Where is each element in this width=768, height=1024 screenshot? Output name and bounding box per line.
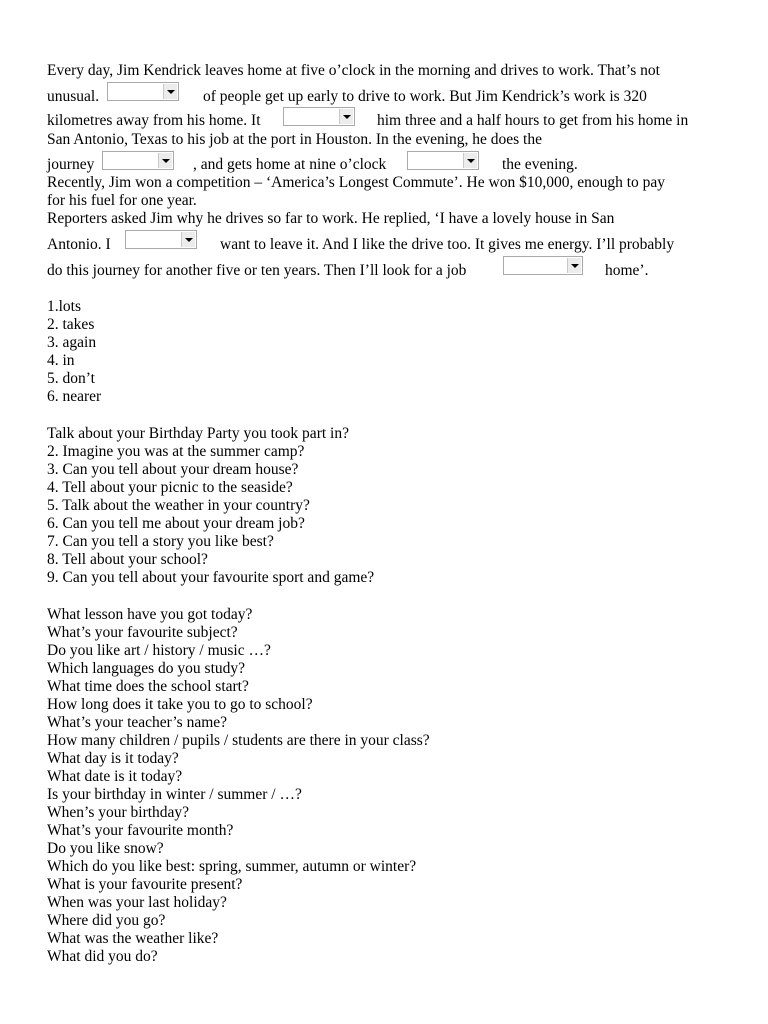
question-item: What day is it today? xyxy=(47,750,179,767)
topic-item: 5. Talk about the weather in your country? xyxy=(47,497,310,514)
topic-item: 4. Tell about your picnic to the seaside? xyxy=(47,479,293,496)
passage-line: want to leave it. And I like the drive too. It gives me energy. I’ll probably xyxy=(220,236,675,253)
question-item: Is your birthday in winter / summer / …? xyxy=(47,786,302,803)
word-bank-item: 1.lots xyxy=(47,298,82,315)
word-bank-item: 3. again xyxy=(47,334,97,351)
passage-line: Antonio. I xyxy=(47,236,111,253)
passage-line: home’. xyxy=(605,262,649,279)
question-item: What is your favourite present? xyxy=(47,876,243,893)
word-bank-item: 5. don’t xyxy=(47,370,95,387)
topic-item: 7. Can you tell a story you like best? xyxy=(47,533,274,550)
topic-item: 2. Imagine you was at the summer camp? xyxy=(47,443,305,460)
answer-dropdown-4[interactable] xyxy=(407,151,479,170)
passage-line: for his fuel for one year. xyxy=(47,192,197,209)
chevron-down-icon[interactable] xyxy=(339,109,353,124)
question-item: What lesson have you got today? xyxy=(47,606,253,623)
passage-line: San Antonio, Texas to his job at the port in Houston. In the evening, he does the xyxy=(47,131,542,148)
question-item: How long does it take you to go to school? xyxy=(47,696,313,713)
question-item: How many children / pupils / students are there in your class? xyxy=(47,732,430,749)
topic-item: 6. Can you tell me about your dream job? xyxy=(47,515,305,532)
topic-item: Talk about your Birthday Party you took part in? xyxy=(47,425,349,442)
question-item: What’s your teacher’s name? xyxy=(47,714,228,731)
question-item: What’s your favourite month? xyxy=(47,822,234,839)
answer-dropdown-3[interactable] xyxy=(102,151,174,170)
passage-line: kilometres away from his home. It xyxy=(47,112,261,129)
answer-dropdown-1[interactable] xyxy=(107,82,179,101)
passage-line: of people get up early to drive to work. But Jim Kendrick’s work is 320 xyxy=(203,88,647,105)
passage-line: unusual. xyxy=(47,88,100,105)
passage-line: him three and a half hours to get from his home in xyxy=(377,112,689,129)
word-bank-item: 2. takes xyxy=(47,316,95,333)
passage-line: Reporters asked Jim why he drives so far to work. He replied, ‘I have a lovely house in San xyxy=(47,210,615,227)
chevron-down-icon[interactable] xyxy=(181,232,195,247)
topic-item: 3. Can you tell about your dream house? xyxy=(47,461,299,478)
question-item: Where did you go? xyxy=(47,912,166,929)
passage-line: Recently, Jim won a competition – ‘America’s Longest Commute’. He won $10,000, enough to pay xyxy=(47,174,666,191)
question-item: What did you do? xyxy=(47,948,158,965)
word-bank-item: 4. in xyxy=(47,352,75,369)
answer-dropdown-6[interactable] xyxy=(503,256,583,275)
question-item: What time does the school start? xyxy=(47,678,249,695)
question-item: What was the weather like? xyxy=(47,930,219,947)
question-item: What’s your favourite subject? xyxy=(47,624,238,641)
question-item: Which languages do you study? xyxy=(47,660,246,677)
question-item: What date is it today? xyxy=(47,768,183,785)
chevron-down-icon[interactable] xyxy=(163,84,177,99)
topic-item: 8. Tell about your school? xyxy=(47,551,208,568)
question-item: Do you like art / history / music …? xyxy=(47,642,271,659)
topic-item: 9. Can you tell about your favourite sport and game? xyxy=(47,569,375,586)
question-item: When’s your birthday? xyxy=(47,804,190,821)
chevron-down-icon[interactable] xyxy=(463,153,477,168)
passage-line: , and gets home at nine o’clock xyxy=(193,156,387,173)
chevron-down-icon[interactable] xyxy=(567,258,581,273)
answer-dropdown-5[interactable] xyxy=(125,230,197,249)
passage-line: Every day, Jim Kendrick leaves home at five o’clock in the morning and drives to work. That’s not xyxy=(47,62,660,79)
passage-line: journey xyxy=(47,156,95,173)
answer-dropdown-2[interactable] xyxy=(283,107,355,126)
passage-line: the evening. xyxy=(502,156,578,173)
chevron-down-icon[interactable] xyxy=(158,153,172,168)
question-item: Which do you like best: spring, summer, autumn or winter? xyxy=(47,858,417,875)
question-item: Do you like snow? xyxy=(47,840,164,857)
passage-line: do this journey for another five or ten years. Then I’ll look for a job xyxy=(47,262,467,279)
question-item: When was your last holiday? xyxy=(47,894,227,911)
word-bank-item: 6. nearer xyxy=(47,388,102,405)
